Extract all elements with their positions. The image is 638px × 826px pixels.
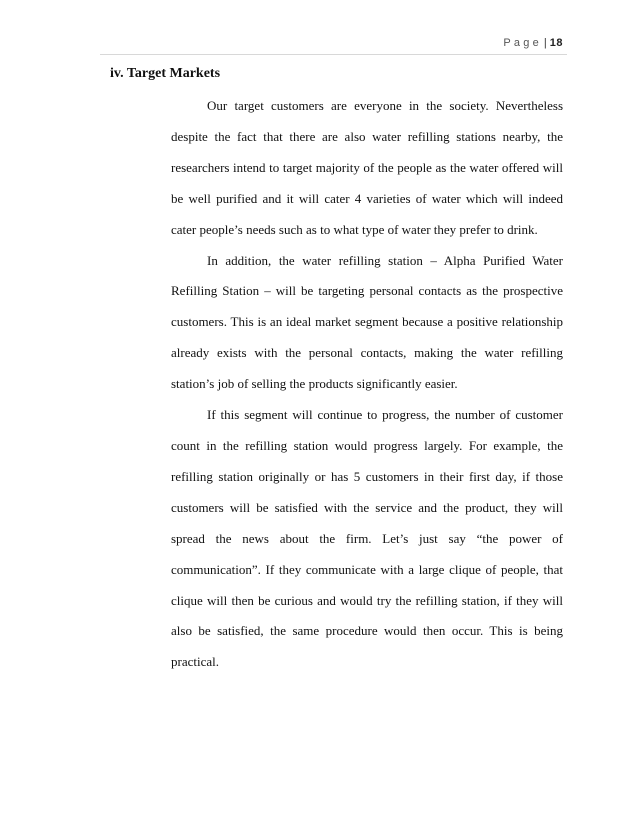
section-body: [171, 91, 563, 678]
paragraph-target-customers: Our target customers are everyone in the society. Nevertheless despite the fact that there are also water refilling stations nearby, the researchers intend to target majority of the people as the water offered will be well purified and it will cater 4 varieties of water which will indeed cater people’s needs such as to what type of water they prefer to drink.: [171, 98, 563, 237]
page-separator: |: [543, 37, 547, 49]
page-number: 18: [549, 37, 563, 49]
page-word: Page: [503, 37, 542, 49]
paragraph-personal-contacts: In addition, the water refilling station – Alpha Purified Water Refilling Station – will be targeting personal contacts as the prospective customers. This is an ideal market segment because a positive relationship already exists with the personal contacts, making the water refilling station’s job of selling the products significantly easier.: [171, 252, 563, 392]
paragraph-segment-progress: If this segment will continue to progress, the number of customer count in the refilling station would progress largely. For example, the refilling station originally or has 5 customers in their first day, if those customers will be satisfied with the service and the product, they will spread the news about the firm. Let’s just say “the power of communication”. If they communicate with a large clique of people, that clique will then be curious and would try the refilling station, if they will also be satisfied, the same procedure would then occur. This is being practical.: [171, 407, 563, 670]
page-number-label: [503, 36, 563, 50]
section-heading: iv. Target Markets: [110, 66, 221, 81]
page-header: [100, 36, 567, 55]
